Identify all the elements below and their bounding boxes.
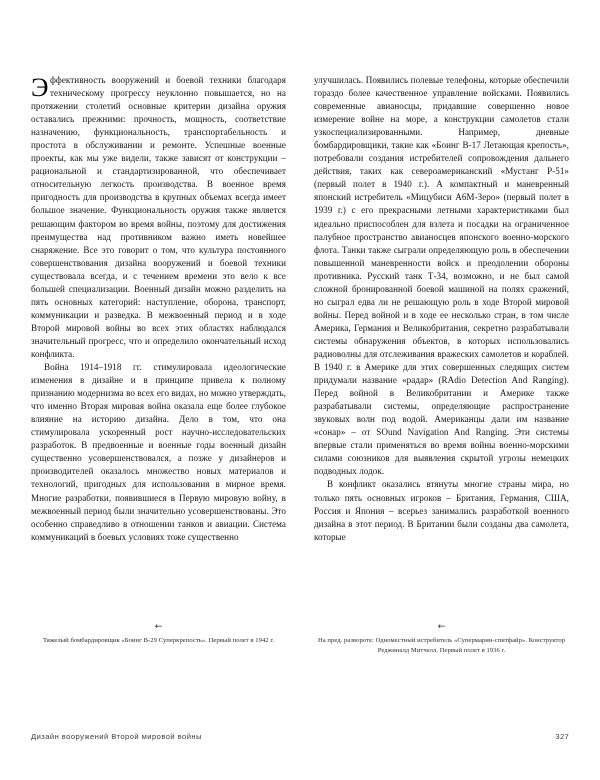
- running-title: Дизайн вооружений Второй мировой войны: [31, 732, 202, 741]
- body-columns: [31, 74, 569, 614]
- figure-captions: [31, 622, 569, 657]
- caption-right-text: На пред. развороте: Одноместный истребитель «Супермарин-спитфайр». Конструктор Реджиналд Митчелл. Первый полет в 1936 г.: [317, 637, 566, 655]
- paragraph-right-1: улучшилась. Появились полевые телефоны, которые обеспечили гораздо более качественное управление войсками. Появились современные авианосцы, придавшие совершенно новое измерение войне на море, а конструкции самолетов стали узкоспециализированными. Например, дневные бомбардировщики, такие как «Боинг B-17 Летающая крепость», потребовали создания истребителей сопровождения дальнего действия, таких как североамериканский «Мустанг P-51» (первый полет в 1940 г.). А компактный и маневренный японский истребитель «Мицубиси A6M-Зеро» (первый полет в 1939 г.) с его прекрасными летными характеристиками был идеально приспособлен для взлета и посадки на ограниченное палубное пространство авианосцев японского военно-морского флота. Танки также сыграли определяющую роль в обеспечении повышенной маневренности войск и преодолении обороны противника. Русский танк Т-34, возможно, и не был самой сложной бронированной боевой машиной на полях сражений, но сыграл едва ли не решающую роль в ходе Второй мировой войны. Перед войной и в ходе ее несколько стран, в том числе Америка, Германия и Великобритания, секретно разрабатывали системы обнаружения объектов, в которых использовались радиоволны для отслеживания вражеских самолетов и кораблей. В 1940 г. в Америке для этих совершенных следящих систем придумали название «радар» (RAdio Detection And Ranging). Перед войной в Великобритании и Америке также разрабатывали системы, определяющие распространение звуковых волн под водой. Американцы дали им название «сонар» – от SOund Navigation And Ranging. Эти системы впервые стали применяться во время войны военно-морскими силами союзников для выявления скрытой угрозы немецких подводных лодок.: [314, 75, 569, 477]
- paragraph-left-1: Эффективность вооружений и боевой техники благодаря техническому прогрессу неуклонно повышается, но на протяжении столетий основные критерии дизайна оружия оставались прежними: прочность, мощность, соответствие назначению, функциональность, транспортабельность и простота в обслуживании и ремонте. Успешные военные проекты, как мы уже видели, также зависят от конструкции – рациональной и стандартизированной, что обеспечивает относительную легкость производства. В военное время пригодность для производства в крупных объемах всегда имеет большое значение. Функциональность оружия также является решающим фактором во время войны, поэтому для достижения преимущества над противником важно иметь новейшее снаряжение. Все это говорит о том, что культура постоянного совершенствования дизайна вооружений и боевой техники существовала всегда, и с течением времени это вело к все большей специализации. Военный дизайн можно разделить на пять основных категорий: наступление, оборона, транспорт, коммуникации и разведка. В межвоенный период и в ходе Второй мировой войны во всех этих областях наблюдался значительный прогресс, что и определило окончательный исход конфликта.: [31, 72, 286, 359]
- arrow-left-icon: ←: [437, 622, 446, 632]
- caption-left: [31, 622, 286, 657]
- arrow-left-icon: ←: [154, 622, 163, 632]
- paragraph-left-2: Война 1914–1918 гг. стимулировала идеологические изменения в дизайне и в принципе привела к полному признанию модернизма во всех его видах, но можно утверждать, что именно Вторая мировая война оказала еще более глубокое влияние на историю дизайна. Дело в том, что она стимулировала ускоренный рост научно-исследовательских разработок. В предвоенные и военные годы военный дизайн существенно усовершенствовался, а позже у дизайнеров и производителей оказалось множество новых материалов и технологий, пригодных для использования в мирное время. Многие разработки, появившиеся в Первую мировую войну, в межвоенный период были значительно усовершенствованы. Это особенно справедливо в отношении танков и авиации. Система коммуникаций в боевых условиях тоже существенно: [31, 362, 286, 542]
- column-right: [314, 74, 569, 614]
- caption-right: [314, 622, 569, 657]
- page-number: 327: [555, 732, 569, 741]
- caption-left-text: Тяжелый бомбардировщик «Боинг В-29 Суперкрепость». Первый полет в 1942 г.: [42, 637, 275, 644]
- paragraph-right-2: В конфликт оказались втянуты многие страны мира, но только пять основных игроков – Британия, Германия, США, Россия и Япония – всерьез занимались разработкой военного дизайна в этот период. В Британии были созданы два самолета, которые: [314, 479, 569, 542]
- running-footer: [31, 732, 569, 741]
- column-left: [31, 74, 286, 614]
